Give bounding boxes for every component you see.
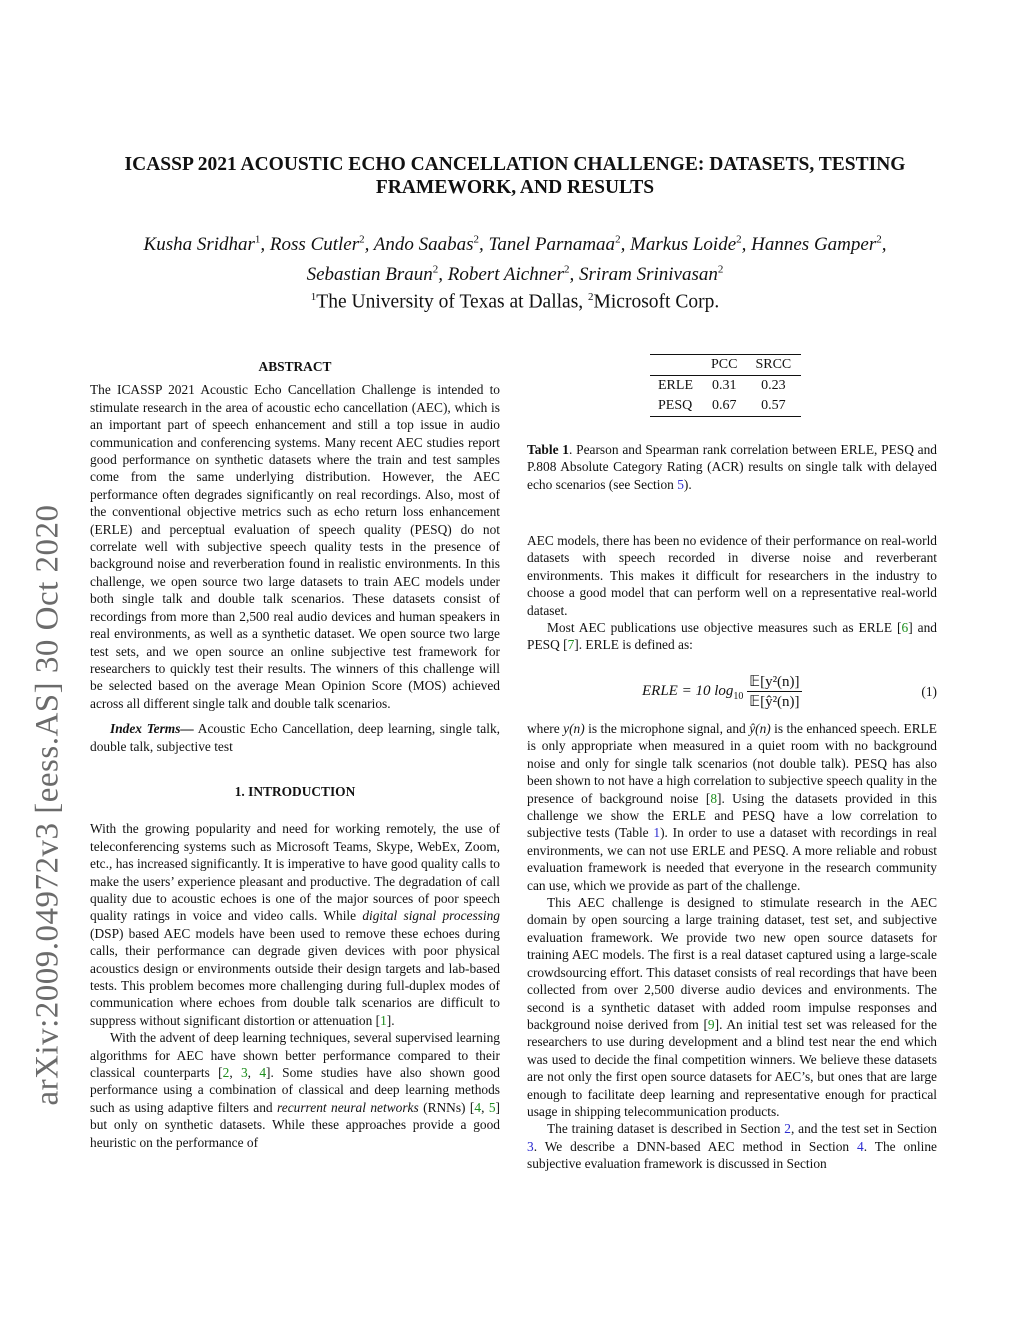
equation-number: (1) (921, 684, 937, 699)
section-link[interactable]: 5 (677, 476, 684, 492)
citation-link[interactable]: 4 (474, 1099, 482, 1115)
author: Tanel Parnamaa$^2$, (488, 234, 631, 256)
table-cell: ERLE (658, 378, 693, 393)
table-cell: PESQ (658, 398, 693, 413)
affiliations: $^1$The University of Texas at Dallas, $^2$Microsoft Corp. (310, 291, 720, 313)
intro-paragraph: With the advent of deep learning techniques, several supervised learning algorithms for AEC have shown better performance compared to their classical counterparts [2, 3, 4]. Some studies have also shown good performance using a combination of classical and deep learning methods such as using adaptive filters and recurrent neural networks (RNNs) [4, 5] but only on synthetic datasets. While these approaches provide a good heuristic on the performance of (90, 1030, 500, 1150)
citation-link[interactable]: 3 (240, 1065, 248, 1081)
table-header-row (650, 355, 801, 376)
equation-expression: ERLE = 10 $\log_{10}$ $\frac{\text{𝔼[y²(n)]}}{\text{𝔼[ŷ²(n)]}}$ (642, 674, 800, 710)
left-column (90, 358, 500, 1151)
author-list (100, 228, 930, 287)
citation-link[interactable]: 8 (710, 790, 718, 806)
author: Ross Cutler$^2$, (269, 234, 374, 256)
citation-link[interactable]: 6 (901, 620, 909, 636)
right-column-top (527, 532, 937, 654)
citation-link[interactable]: 4 (259, 1065, 267, 1081)
table-link[interactable]: 1 (653, 825, 661, 841)
equation-erle (527, 672, 937, 712)
intro-paragraph: With the growing popularity and need for working remotely, the use of teleconferencing systems such as Microsoft Teams, Skype, WebEx, Zoom, etc., has increased significantly. It is imperative to have good quality calls to make the users’ experience pleasant and productive. The degradation of call quality due to acoustic echoes is one of the major sources of poor speech quality ratings in voice and video calls. While digital signal processing (DSP) based AEC models have been used to remove these echoes during calls, their performance can degrade given devices with poor physical acoustics design or environments outside their design targets and lab-based tests. This problem becomes more challenging during full-duplex modes of communication where echoes from double talk scenarios are difficult to suppress without significant distortion or attenuation [1]. (90, 821, 500, 1028)
section-link[interactable]: 4 (857, 1138, 864, 1154)
citation-link[interactable]: 5 (488, 1099, 496, 1115)
section-heading-introduction: 1. INTRODUCTION (234, 783, 356, 799)
citation-link[interactable]: 9 (707, 1016, 715, 1032)
body-paragraph: This AEC challenge is designed to stimulate research in the AEC domain by open sourcing a large training dataset, test set, and subjective evaluation framework. We provide two new open source datasets for training AEC models. The first is a real dataset captured using a large-scale crowdsourcing effort. This dataset consists of real recordings that have been collected from over 2,500 diverse audio devices and environments. The second is a synthetic dataset with added room impulse responses and background noise derived from [9]. An initial test set was released for the researchers to use during development and a blind test near the end which was used to decide the final competition winners. We believe these datasets are not only the first open source datasets for AEC’s, but ones that are large enough to facilitate deep learning and representative enough for practical usage in shipping telecommunication products. (527, 895, 937, 1119)
table-header-cell: SRCC (755, 357, 792, 372)
body-paragraph: where y(n) is the microphone signal, and ŷ(n) is the enhanced speech. ERLE is only appropriate when measured in a quiet room with no background noise and only for single talk scenarios (not double talk). PESQ has also been shown to not have a high correlation to subjective speech quality in the presence of background noise [8]. Using the datasets provided in this challenge we show the ERLE and PESQ have a low correlation to subjective tests (Table 1). In order to use a dataset with recordings in real environments, we can not use ERLE and PESQ. A more reliable and robust evaluation framework is needed that everyone in the research community can use, which we provide as part of the challenge. (527, 721, 937, 893)
table-cell: 0.23 (761, 378, 786, 393)
table-cell: 0.67 (711, 398, 737, 413)
citation-link[interactable]: 2 (222, 1065, 230, 1081)
correlation-table (650, 354, 801, 417)
paper-title: ICASSP 2021 ACOUSTIC ECHO CANCELLATION CHALLENGE: DATASETS, TESTING FRAMEWORK, AND RESULTS (124, 154, 906, 198)
abstract-text: The ICASSP 2021 Acoustic Echo Cancellation Challenge is intended to stimulate research in the area of acoustic echo cancellation (AEC), which is an important part of speech enhancement and still a top issue in audio communication and conferencing systems. Many recent AEC studies report good performance on synthetic datasets where the train and test samples come from the same underlying distribution. However, the AEC performance often degrades significantly on real recordings. Also, most of the conventional objective metrics such as echo return loss enhancement (ERLE) and perceptual evaluation of speech quality (PESQ) do not correlate well with subjective speech quality tests in the presence of background noise and reverberation found in realistic environments. In this challenge, we open source two large datasets to train AEC models under both single talk and double talk scenarios. These datasets consist of recordings from more than 2,500 real audio devices and human speakers in real environments, as well as a synthetic dataset. We open source two large test sets, and we open source an online subjective test framework for researchers to quickly test their results. The winners of this challenge will be selected based on the average Mean Opinion Score (MOS) achieved across all different single talk and double talk scenarios. (90, 382, 500, 711)
author: Kusha Sridhar$^1$, (143, 234, 270, 256)
table-caption: Table 1. Pearson and Spearman rank correlation between ERLE, PESQ and P.808 Absolute Category Rating (ACR) results on single talk with delayed echo scenarios (see Section 5). (527, 442, 937, 492)
section-link[interactable]: 3 (527, 1138, 534, 1154)
author: Sriram Srinivasan$^2$ (579, 263, 724, 285)
body-paragraph: AEC models, there has been no evidence of their performance on real-world datasets with speech recorded in diverse noise and reverberant environments. This makes it difficult for researchers in the industry to choose a good model that can perform well on a representative real-world dataset. (527, 533, 937, 618)
citation-link[interactable]: 7 (567, 637, 575, 653)
author: Ando Saabas$^2$, (373, 234, 489, 256)
table-header-cell (650, 355, 703, 376)
author: Sebastian Braun$^2$, (306, 263, 448, 285)
author: Markus Loide$^2$, (630, 234, 752, 256)
table-header-cell: PCC (711, 357, 738, 372)
abstract-heading: ABSTRACT (258, 359, 332, 374)
table-row (650, 376, 801, 397)
body-paragraph: Most AEC publications use objective measures such as ERLE [6] and PESQ [7]. ERLE is defined as: (527, 620, 937, 653)
index-terms: Index Terms— Acoustic Echo Cancellation, deep learning, single talk, double talk, subjective test (90, 721, 500, 754)
table-cell: 0.31 (711, 378, 737, 393)
right-column-bottom (527, 720, 937, 1173)
citation-link[interactable]: 1 (380, 1012, 387, 1028)
section-link[interactable]: 2 (784, 1121, 791, 1137)
body-paragraph: The training dataset is described in Section 2, and the test set in Section 3. We describe a DNN-based AEC method in Section 4. The online subjective evaluation framework is discussed in Section (527, 1121, 937, 1172)
author: Hannes Gamper$^2$, (751, 234, 887, 256)
author: Robert Aichner$^2$, (447, 263, 580, 285)
table-row (650, 396, 801, 417)
table-cell: 0.57 (761, 398, 786, 413)
